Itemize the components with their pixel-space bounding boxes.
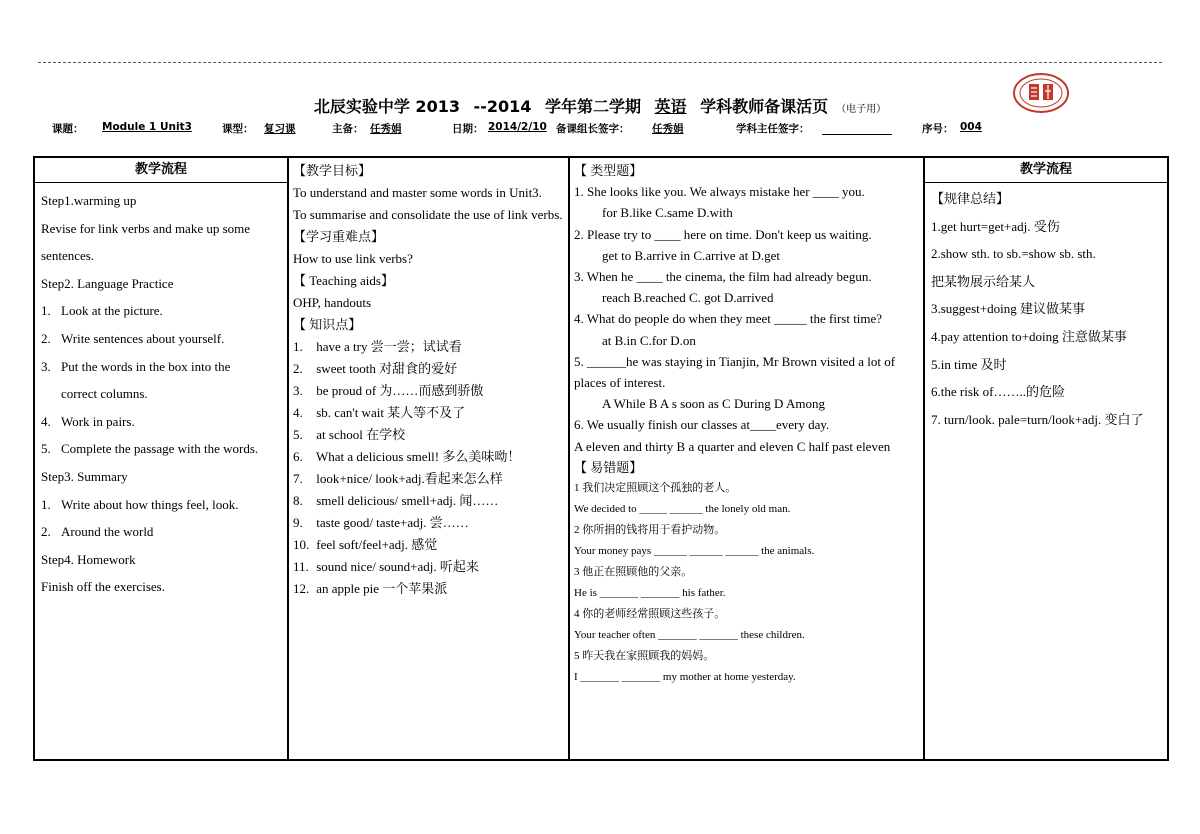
flow-line: [41, 187, 281, 215]
objectives-text-2: To summarise and consolidate the use of link verbs.: [293, 207, 563, 222]
topic-value: Module 1 Unit3: [102, 121, 192, 133]
summary-line: 2.show sth. to sb.=show sb. sth.: [931, 246, 1096, 262]
question-text: A eleven and thirty B a quarter and eleven C half past eleven: [574, 438, 891, 454]
col-teaching-flow: [34, 157, 288, 760]
aids-text: OHP, handouts: [293, 295, 372, 310]
flow-text: sentences.: [41, 248, 95, 264]
knowledge-point: [293, 578, 564, 600]
point-text: smell delicious/ smell+adj. 闻……: [313, 493, 499, 508]
error-english: Your teacher often _______ _______ these children.: [574, 629, 805, 642]
aids-title: 【 Teaching aids】: [293, 273, 394, 288]
flow-line: [41, 297, 281, 325]
objectives-text: To understand and master some words in Unit3.: [293, 185, 542, 200]
objectives-title: 【教学目标】: [293, 163, 372, 178]
points-title: 【 知识点】: [293, 317, 362, 332]
date-value: 2014/2/10: [488, 121, 547, 133]
flow-text: Work in pairs.: [61, 413, 135, 429]
summary-line: 把某物展示给某人: [931, 273, 1036, 289]
types-title: 【 类型题】: [574, 163, 643, 178]
flow-line: [41, 325, 281, 353]
flow-text: Write about how things feel, look.: [61, 496, 239, 512]
flow-text: correct columns.: [61, 386, 148, 402]
error-english: I _______ _______ my mother at home yesterday.: [574, 671, 796, 684]
flow-text: Step1.warming up: [41, 193, 137, 208]
point-number: 10.: [293, 537, 310, 552]
point-number: 2.: [293, 361, 303, 376]
summary-list: [931, 213, 1161, 434]
errors-list: [574, 478, 919, 688]
point-number: 5.: [293, 427, 303, 442]
point-text: sb. can't wait 某人等不及了: [313, 405, 466, 420]
error-chinese: 2 你所捐的钱将用于看护动物。: [574, 524, 726, 537]
flow-number: 4.: [41, 413, 51, 429]
summary-line: 5.in time 及时: [931, 356, 1007, 372]
error-english: We decided to _____ ______ the lonely old man.: [574, 503, 791, 516]
col-summary: [924, 157, 1168, 760]
lesson-plan-table: [33, 156, 1169, 761]
point-number: 4.: [293, 405, 303, 420]
point-text: taste good/ taste+adj. 尝……: [313, 515, 469, 530]
knowledge-point: [293, 358, 564, 380]
flow-text: Step3. Summary: [41, 468, 128, 484]
col4-header: 教学流程: [925, 158, 1167, 183]
error-chinese: 5 昨天我在家照顾我的妈妈。: [574, 650, 715, 663]
point-text: an apple pie 一个苹果派: [313, 581, 448, 596]
point-text: sweet tooth 对甜食的爱好: [313, 361, 458, 376]
col1-body: [35, 183, 287, 601]
flow-line: [41, 353, 281, 381]
point-number: 3.: [293, 383, 303, 398]
flow-line: [41, 573, 281, 601]
point-number: 1.: [293, 339, 303, 354]
error-english: He is _______ _______ his father.: [574, 587, 726, 600]
flow-text: Step4. Homework: [41, 551, 136, 567]
flow-line: [41, 215, 281, 243]
director-label: 学科主任签字：: [736, 123, 810, 135]
flow-text: Revise for link verbs and make up some: [41, 220, 251, 236]
title-subject: 英语: [654, 97, 687, 116]
flow-text: Step2. Language Practice: [41, 275, 174, 291]
col2-body: [289, 158, 568, 600]
type-label: 课型：: [222, 123, 254, 135]
director-value: [822, 121, 892, 135]
question-text: 6. We usually finish our classes at____every day.: [574, 417, 830, 433]
col3-body: [570, 158, 923, 688]
col-objectives: [288, 157, 569, 760]
focus-text: How to use link verbs?: [293, 251, 413, 266]
question-text: 3. When he ____ the cinema, the film had already begun.: [574, 269, 872, 285]
summary-line: 7. turn/look. pale=turn/look+adj. 变白了: [931, 411, 1144, 427]
leader-label: 备课组长签字：: [556, 123, 630, 135]
summary-line: 6.the risk of……..的危险: [931, 384, 1065, 400]
title-page: 学科教师备课活页: [700, 97, 829, 116]
point-text: sound nice/ sound+adj. 听起来: [313, 559, 479, 574]
knowledge-point: [293, 512, 564, 534]
errors-title: 【 易错题】: [574, 459, 643, 475]
question-options: for B.like C.same D.with: [602, 205, 733, 221]
leader-value: 任秀娟: [652, 123, 684, 135]
col-exercises: [569, 157, 924, 760]
flow-text: Put the words in the box into the: [61, 358, 231, 374]
point-number: 9.: [293, 515, 303, 530]
type-value: 复习课: [264, 123, 296, 135]
point-text: have a try 尝一尝；试试看: [313, 339, 462, 354]
knowledge-point: [293, 336, 564, 358]
flow-text: Look at the picture.: [61, 303, 163, 319]
serial-label: 序号：: [922, 123, 954, 135]
knowledge-point: [293, 446, 564, 468]
flow-number: 5.: [41, 441, 51, 457]
col1-header: 教学流程: [35, 158, 287, 183]
knowledge-point: [293, 402, 564, 424]
questions-list: [574, 181, 919, 457]
question-options: get to B.arrive in C.arrive at D.get: [602, 247, 780, 263]
flow-number: 2.: [41, 330, 51, 346]
knowledge-point: [293, 490, 564, 512]
question-options: A While B A s soon as C During D Among: [602, 396, 825, 412]
top-dashed-rule: [38, 62, 1162, 63]
question-options: at B.in C.for D.on: [602, 332, 696, 348]
flow-line: [41, 380, 281, 408]
flow-line: [41, 270, 281, 298]
flow-line: [41, 491, 281, 519]
error-chinese: 4 你的老师经常照顾这些孩子。: [574, 608, 726, 621]
error-chinese: 1 我们决定照顾这个孤独的老人。: [574, 482, 737, 495]
error-chinese: 3 他正在照顾他的父亲。: [574, 566, 693, 579]
point-text: be proud of 为……而感到骄傲: [313, 383, 484, 398]
point-number: 6.: [293, 449, 303, 464]
flow-text: Finish off the exercises.: [41, 579, 165, 595]
knowledge-point: [293, 556, 564, 578]
flow-line: [41, 408, 281, 436]
flow-number: 2.: [41, 524, 51, 540]
date-label: 日期：: [452, 123, 484, 135]
question-text: 2. Please try to ____ here on time. Don't keep us waiting.: [574, 226, 872, 242]
flow-number: 3.: [41, 358, 51, 374]
question-options: reach B.reached C. got D.arrived: [602, 290, 774, 306]
knowledge-points-list: [293, 336, 564, 600]
question-text: 4. What do people do when they meet _____ the first time?: [574, 311, 883, 327]
point-text: look+nice/ look+adj.看起来怎么样: [313, 471, 503, 486]
question-text: 1. She looks like you. We always mistake her ____ you.: [574, 184, 865, 200]
point-number: 8.: [293, 493, 303, 508]
knowledge-point: [293, 424, 564, 446]
point-text: feel soft/feel+adj. 感觉: [313, 537, 438, 552]
point-number: 11.: [293, 559, 309, 574]
summary-title: 【规律总结】: [931, 191, 1010, 206]
summary-line: 1.get hurt=get+adj. 受伤: [931, 218, 1060, 234]
point-text: at school 在学校: [313, 427, 406, 442]
flow-line: [41, 463, 281, 491]
summary-line: 3.suggest+doing 建议做某事: [931, 301, 1085, 317]
topic-label: 课题：: [52, 123, 84, 135]
flow-line: [41, 546, 281, 574]
serial-value: 004: [960, 121, 982, 133]
title-note: （电子用）: [836, 104, 887, 115]
col4-body: [925, 183, 1167, 433]
knowledge-point: [293, 468, 564, 490]
prep-value: 任秀娟: [370, 123, 402, 135]
flow-number: 1.: [41, 303, 51, 319]
flow-text: Write sentences about yourself.: [61, 330, 225, 346]
knowledge-point: [293, 534, 564, 556]
flow-text: Around the world: [61, 524, 154, 540]
title-year-end: --2014: [473, 97, 532, 116]
focus-title: 【学习重难点】: [293, 229, 385, 244]
title-term: 学年第二学期: [544, 97, 641, 116]
question-text: 5. ______he was staying in Tianjin, Mr Brown visited a lot of places of interest.: [574, 353, 896, 391]
point-number: 12.: [293, 581, 310, 596]
point-number: 7.: [293, 471, 303, 486]
knowledge-point: [293, 380, 564, 402]
flow-text: Complete the passage with the words.: [61, 441, 259, 457]
school-seal-icon: [1012, 72, 1070, 114]
title-school: 北辰实验中学 2013: [313, 97, 460, 116]
point-text: What a delicious smell! 多么美味呦！: [313, 449, 521, 464]
summary-line: 4.pay attention to+doing 注意做某事: [931, 328, 1127, 344]
flow-line: [41, 435, 281, 463]
flow-number: 1.: [41, 496, 51, 512]
error-english: Your money pays ______ ______ ______ the animals.: [574, 545, 815, 558]
flow-line: [41, 518, 281, 546]
prep-label: 主备：: [332, 123, 364, 135]
flow-line: [41, 242, 281, 270]
